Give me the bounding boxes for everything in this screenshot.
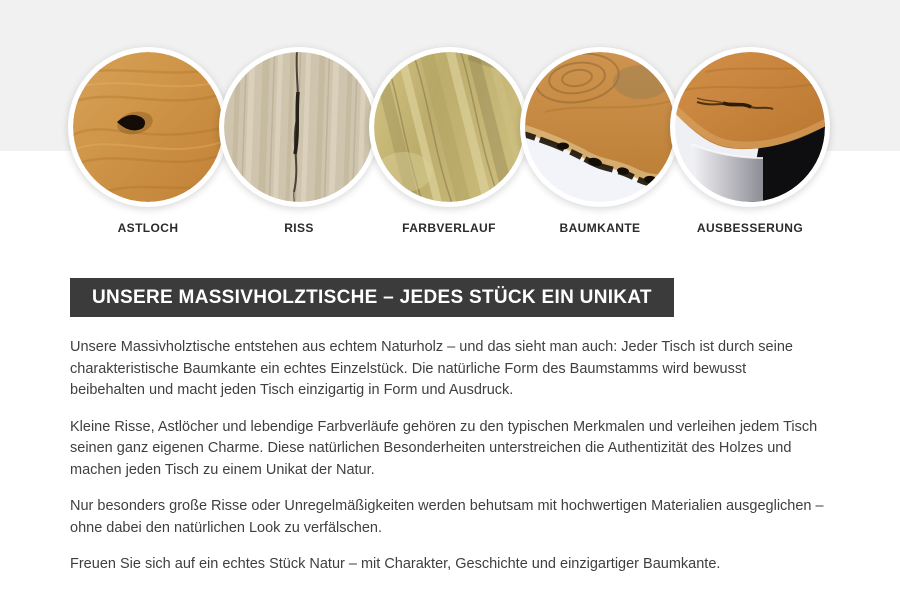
feature-label-riss: RISS: [284, 221, 314, 235]
feature-label-farbverlauf: FARBVERLAUF: [402, 221, 496, 235]
feature-circle-baumkante: [520, 47, 680, 207]
unikat-info-section: [70, 278, 824, 576]
feature-label-ausbesserung: AUSBESSERUNG: [696, 221, 804, 235]
wood-live-edge-photo: [525, 52, 675, 202]
wood-knothole-photo: [73, 52, 223, 202]
feature-label-baumkante: BAUMKANTE: [559, 221, 641, 235]
feature-label-astloch: ASTLOCH: [117, 221, 179, 235]
paragraph-3: Nur besonders große Risse oder Unregelmäßigkeiten werden behutsam mit hochwertigen Materialien ausgeglichen – ohne dabei den natürlichen Look zu verfälschen.: [70, 498, 824, 536]
feature-circle-farbverlauf: [369, 47, 529, 207]
wood-feature-gallery: [0, 0, 900, 258]
paragraph-1: Unsere Massivholztische entstehen aus echtem Naturholz – und das sieht man auch: Jeder Tisch ist durch seine charakteristische Baumkante ein echtes Einzelstück. Die natürliche Form des Baumstamms wird bewusst beibehalten und macht jeden Tisch einzigartig in Form und Ausdruck.: [70, 339, 793, 398]
section-body: [70, 337, 824, 576]
wood-repair-photo: [675, 52, 825, 202]
paragraph-4: Freuen Sie sich auf ein echtes Stück Natur – mit Charakter, Geschichte und einzigartiger Baumkante.: [70, 556, 721, 572]
feature-circle-ausbesserung: [670, 47, 830, 207]
section-heading: UNSERE MASSIVHOLZTISCHE – JEDES STÜCK EIN UNIKAT: [70, 278, 674, 317]
feature-circle-astloch: [68, 47, 228, 207]
wood-colour-gradient-photo: [374, 52, 524, 202]
wood-crack-photo: [224, 52, 374, 202]
feature-circle-riss: [219, 47, 379, 207]
paragraph-2: Kleine Risse, Astlöcher und lebendige Farbverläufe gehören zu den typischen Merkmalen und verleihen jedem Tisch seinen ganz eigenen Charme. Diese natürlichen Besonderheiten unterstreichen die Authentizität des Holzes und machen jeden Tisch zu einem Unikat der Natur.: [70, 418, 818, 478]
